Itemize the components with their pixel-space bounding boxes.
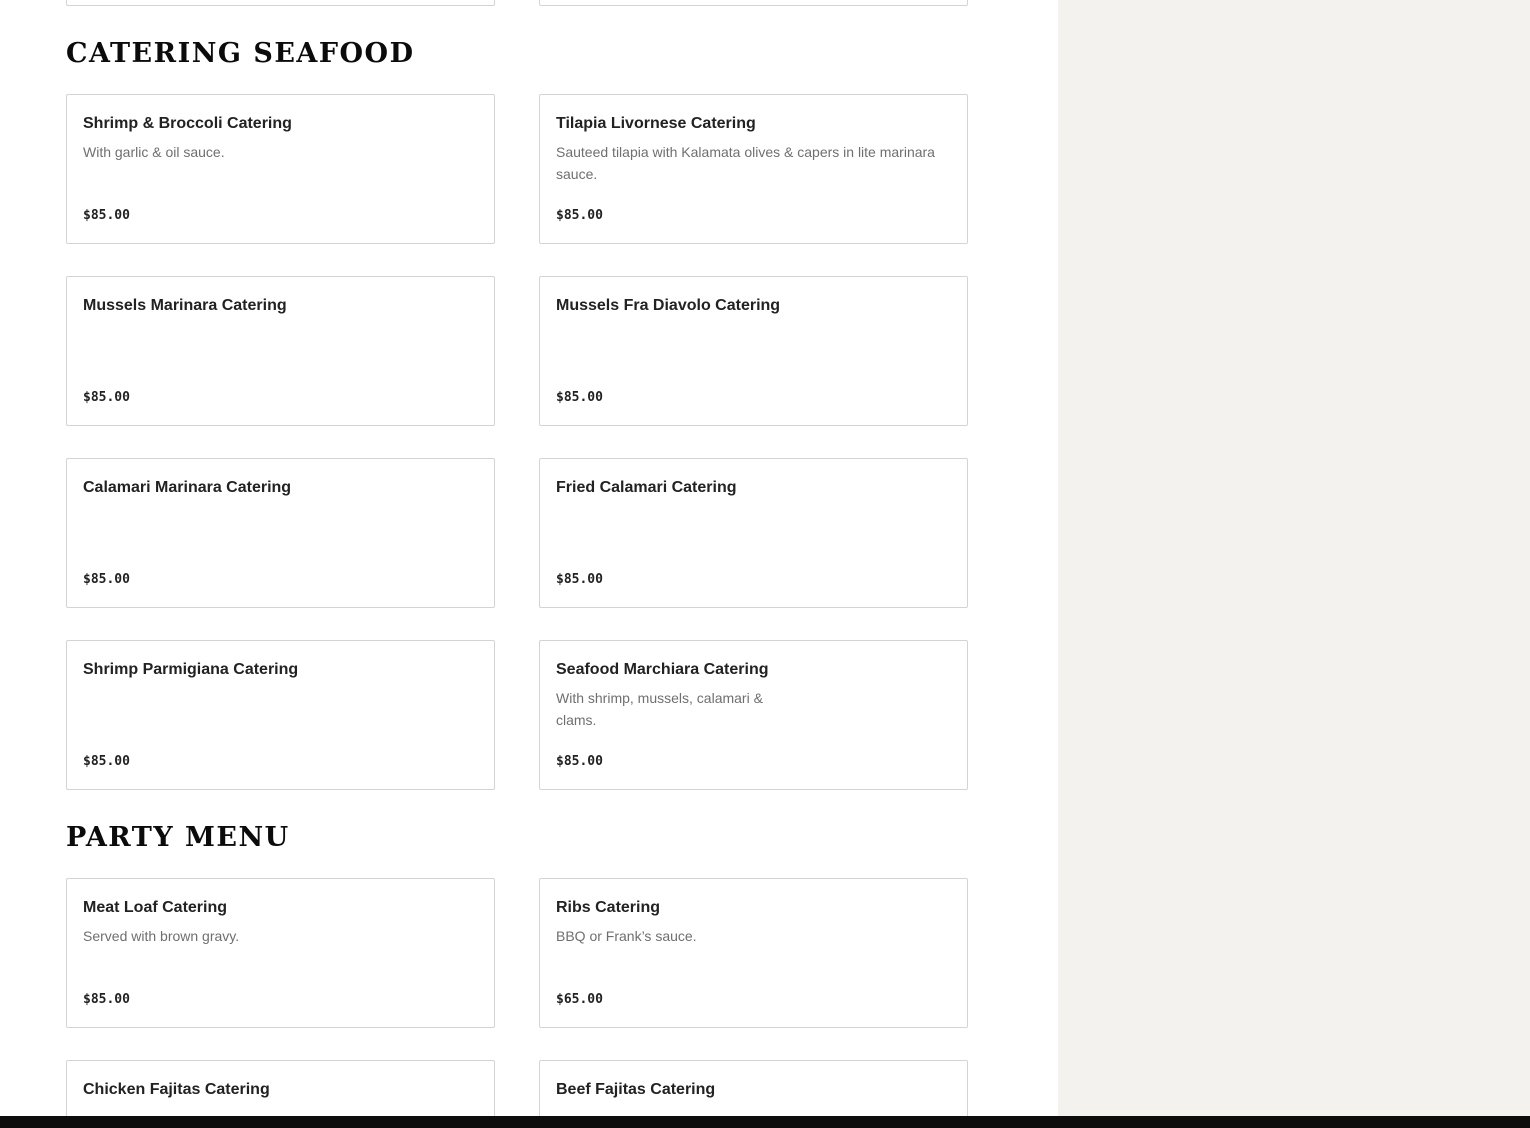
menu-item-name: Meat Loaf Catering [83,899,228,916]
menu-item-card[interactable] [539,1060,968,1116]
menu-item-card[interactable] [66,94,495,244]
menu-item-description: With shrimp, mussels, calamari & clams. [556,690,763,728]
section-title-catering-seafood: CATERING SEAFOOD [66,38,415,69]
menu-item-card[interactable] [66,878,495,1028]
menu-item-description: Sauteed tilapia with Kalamata olives & capers in lite marinara sauce. [556,144,935,182]
menu-item-price: $85.00 [83,992,130,1007]
menu-item-name: Fried Calamari Catering [556,479,737,496]
menu-item-description: With garlic & oil sauce. [83,144,225,160]
menu-item-card[interactable] [66,276,495,426]
menu-item-price: $65.00 [556,992,603,1007]
menu-item-card[interactable] [539,0,968,6]
menu-item-name: Mussels Marinara Catering [83,297,287,314]
menu-item-price: $85.00 [556,390,603,405]
menu-item-name: Beef Fajitas Catering [556,1081,716,1098]
menu-item-card[interactable] [66,0,495,6]
bottom-bar [0,1116,1530,1128]
menu-item-card[interactable] [539,276,968,426]
menu-item-name: Tilapia Livornese Catering [556,115,756,132]
menu-item-price: $85.00 [83,390,130,405]
menu-item-card[interactable] [66,458,495,608]
menu-item-price: $85.00 [556,754,603,769]
menu-item-card[interactable] [539,94,968,244]
menu-item-card[interactable] [66,1060,495,1116]
menu-item-name: Mussels Fra Diavolo Catering [556,297,781,314]
order-sidebar [1058,0,1530,1116]
menu-item-price: $85.00 [83,754,130,769]
menu-item-card[interactable] [66,640,495,790]
menu-item-price: $85.00 [83,208,130,223]
menu-item-price: $85.00 [83,572,130,587]
menu-item-name: Calamari Marinara Catering [83,479,292,496]
section-title-party-menu: PARTY MENU [66,822,290,853]
menu-item-price: $85.00 [556,208,603,223]
menu-item-card[interactable] [539,640,968,790]
menu-item-name: Shrimp Parmigiana Catering [83,661,299,678]
menu-item-description: BBQ or Frank’s sauce. [556,928,697,944]
menu-item-name: Chicken Fajitas Catering [83,1081,270,1098]
menu-item-description: Served with brown gravy. [83,928,240,944]
menu-item-name: Seafood Marchiara Catering [556,661,769,678]
menu-item-name: Shrimp & Broccoli Catering [83,115,292,132]
menu-item-card[interactable] [539,878,968,1028]
menu-item-card[interactable] [539,458,968,608]
menu-item-name: Ribs Catering [556,899,661,916]
menu-item-price: $85.00 [556,572,603,587]
